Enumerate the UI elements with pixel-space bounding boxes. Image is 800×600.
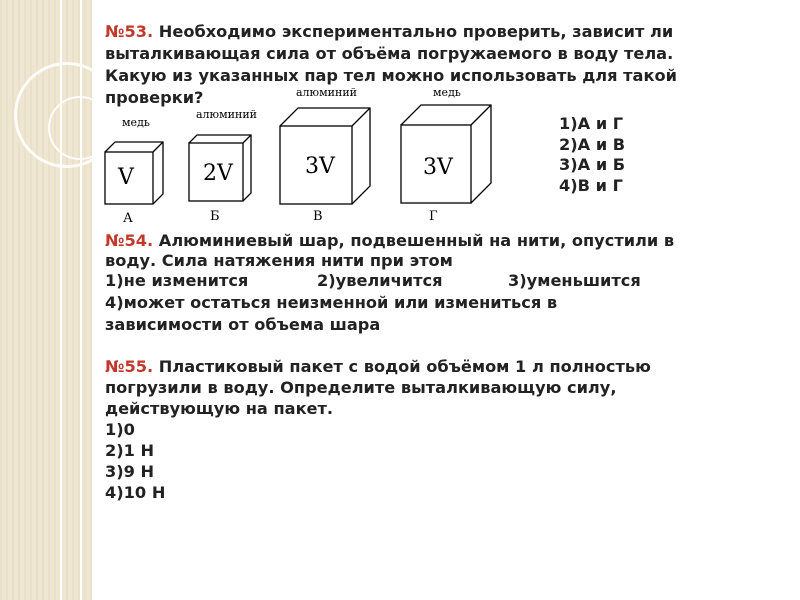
- q55-number: №55.: [105, 357, 154, 376]
- q53-number: №53.: [105, 22, 154, 41]
- q53-answer-2: 2)А и В: [559, 134, 626, 154]
- q54-number: №54.: [105, 231, 154, 250]
- q53-answer-list: [559, 114, 649, 196]
- q55-line1: №55. Пластиковый пакет с водой объёмом 1 л полностью: [105, 357, 651, 376]
- cube-v-volume: 3V: [305, 154, 335, 179]
- q54-option-4: 4)может остаться неизменной или измениться в: [105, 293, 558, 312]
- cube-a-material: медь: [122, 116, 150, 129]
- q53-line4: проверки?: [105, 88, 204, 107]
- decorative-sidebar: [0, 0, 92, 600]
- cubes-figure: [100, 80, 510, 230]
- q55-answer-3: 3)9 Н: [105, 462, 155, 481]
- q53-line1: №53. Необходимо экспериментально проверить, зависит ли: [105, 22, 674, 41]
- cube-a-volume: V: [118, 165, 134, 190]
- q55-line3: действующую на пакет.: [105, 399, 334, 418]
- q53-line3: Какую из указанных пар тел можно использовать для такой: [105, 66, 677, 85]
- q54-line1: №54. Алюминиевый шар, подвешенный на нити, опустили в: [105, 231, 675, 250]
- q54-line5: зависимости от объема шара: [105, 315, 381, 334]
- cube-b-letter: Б: [210, 209, 220, 224]
- cube-v-letter: В: [313, 209, 323, 224]
- cube-v-material: алюминий: [296, 86, 358, 99]
- cube-a: [105, 142, 163, 204]
- q53-answer-3: 3)А и Б: [559, 155, 626, 174]
- cube-g: [401, 105, 491, 203]
- cube-a-letter: А: [123, 211, 133, 226]
- cube-g-letter: Г: [429, 209, 438, 224]
- q53-answer-4: 4)В и Г: [559, 175, 623, 195]
- q53-answer-1: 1)А и Г: [559, 114, 624, 133]
- q53-line2: выталкивающая сила от объёма погружаемого в воду тела.: [105, 44, 674, 63]
- cube-b-material: алюминий: [196, 108, 258, 121]
- q55-answer-4: 4)10 Н: [105, 483, 166, 502]
- q54-option-2: 2)увеличится: [317, 271, 443, 290]
- q54-option-1: 1)не изменится: [105, 271, 249, 290]
- cube-g-volume: 3V: [423, 155, 453, 180]
- q55-line2: погрузили в воду. Определите выталкивающую силу,: [105, 378, 617, 397]
- cube-g-material: медь: [433, 86, 461, 99]
- q54-option-3: 3)уменьшится: [508, 271, 641, 290]
- cube-b-volume: 2V: [203, 161, 233, 186]
- q54-line2: воду. Сила натяжения нити при этом: [105, 251, 453, 270]
- q55-answer-1: 1)0: [105, 420, 135, 439]
- q55-answer-2: 2)1 Н: [105, 441, 155, 460]
